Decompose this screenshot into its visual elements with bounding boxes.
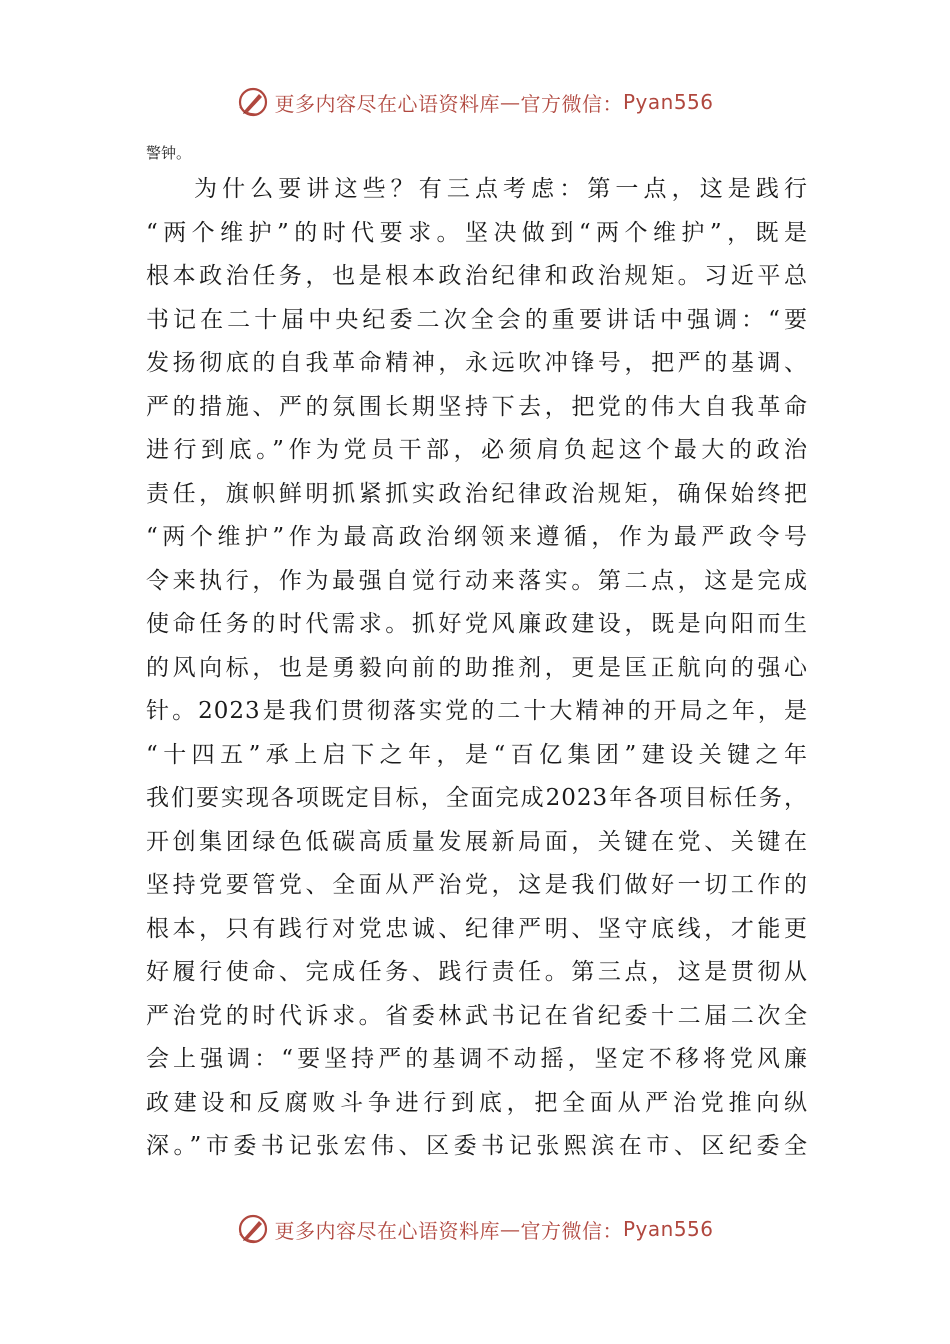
text-line: 严的措施、严的氛围长期坚持下去，把党的伟大自我革命 [146, 393, 808, 420]
footer-banner-text: 更多内容尽在心语资料库 [274, 1218, 500, 1243]
text-line: 严治党的时代诉求。省委林武书记在省纪委十二届二次全 [146, 1002, 808, 1029]
text-line: “十四五”承上启下之年，是“百亿集团”建设关键之年 [146, 741, 808, 768]
header-banner-dash: — [499, 90, 521, 114]
text-line: 我们要实现各项既定目标，全面完成2023年各项目标任务， [146, 785, 808, 811]
text-line: 坚持党要管党、全面从严治党，这是我们做好一切工作的 [146, 872, 808, 898]
previous-page-fragment: 警钟。 [146, 144, 192, 162]
text-line: 会上强调：“要坚持严的基调不动摇，坚定不移将党风廉 [146, 1046, 808, 1072]
header-banner-brand: Pyan556 [622, 90, 714, 114]
text-line: 使命任务的时代需求。抓好党风廉政建设，既是向阳而生 [146, 611, 808, 637]
text-line: 好履行使命、完成任务、践行责任。第三点，这是贯彻从 [146, 959, 808, 985]
text-line: 的风向标，也是勇毅向前的助推剂，更是匡正航向的强心 [146, 654, 808, 681]
text-line: 针。2023是我们贯彻落实党的二十大精神的开局之年，是 [146, 698, 808, 724]
text-line: 书记在二十届中央纪委二次全会的重要讲话中强调：“要 [146, 306, 808, 333]
text-line: 深。”市委书记张宏伟、区委书记张熙滨在市、区纪委全 [146, 1133, 808, 1159]
footer-banner-official: 官方微信： [520, 1218, 623, 1243]
text-line: 根本政治任务，也是根本政治纪律和政治规矩。习近平总 [146, 263, 808, 289]
footer-banner-brand: Pyan556 [622, 1217, 714, 1241]
text-line: 政建设和反腐败斗争进行到底，把全面从严治党推向纵 [146, 1089, 808, 1116]
text-line: 根本，只有践行对党忠诚、纪律严明、坚守底线，才能更 [146, 915, 808, 942]
text-line: “两个维护”作为最高政治纲领来遵循，作为最严政令号 [146, 524, 808, 550]
text-line: 令来执行，作为最强自觉行动来落实。第二点，这是完成 [146, 567, 808, 594]
header-watermark-banner [0, 82, 950, 122]
document-body [146, 168, 808, 1169]
text-line: 责任，旗帜鲜明抓紧抓实政治纪律政治规矩，确保始终把 [146, 480, 808, 507]
header-banner-official: 官方微信： [520, 91, 623, 116]
pen-seal-icon [236, 1212, 270, 1246]
text-line: 发扬彻底的自我革命精神，永远吹冲锋号，把严的基调、 [146, 350, 808, 376]
text-line: 进行到底。”作为党员干部，必须肩负起这个最大的政治 [146, 437, 808, 463]
text-line: 开创集团绿色低碳高质量发展新局面，关键在党、关键在 [146, 828, 808, 855]
footer-watermark-banner [0, 1209, 950, 1249]
text-line: 为什么要讲这些？有三点考虑：第一点，这是践行 [194, 176, 808, 202]
pen-seal-icon [236, 85, 270, 119]
footer-banner-dash: — [499, 1217, 521, 1241]
header-banner-text: 更多内容尽在心语资料库 [274, 91, 500, 116]
text-line: “两个维护”的时代要求。坚决做到“两个维护”，既是 [146, 219, 808, 246]
